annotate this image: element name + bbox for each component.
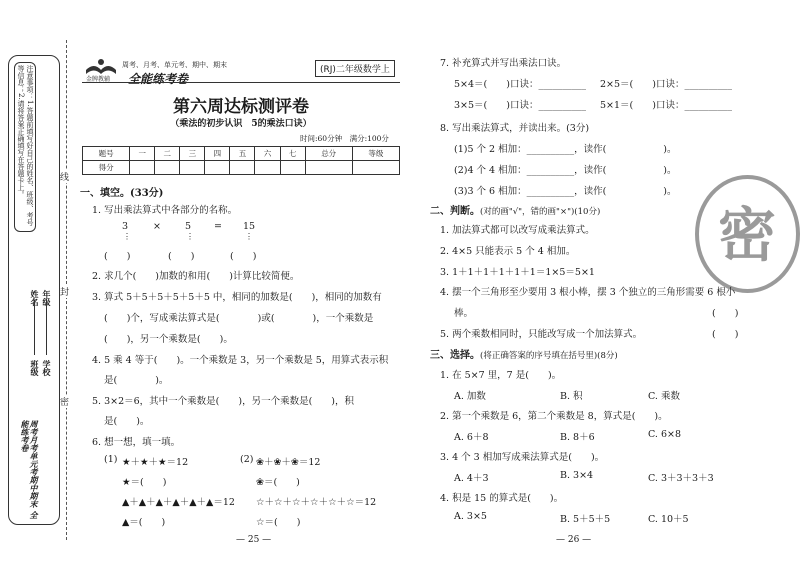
score-cell[interactable] [155, 161, 180, 175]
judge-answer-paren[interactable]: ( ) [712, 329, 739, 340]
score-cell[interactable] [230, 161, 255, 175]
q6-2-line: ❀＋❀＋❀＝12 [256, 457, 321, 468]
question-7: 7. 补充算式并写出乘法口诀。 [440, 58, 567, 69]
judge-answer-paren[interactable]: ( ) [712, 308, 739, 319]
score-row [83, 161, 400, 175]
score-header-cell: 六 [255, 147, 280, 161]
q6-1-line: ★＝( ) [122, 477, 167, 488]
choice-option[interactable]: C. 6×8 [648, 429, 682, 440]
question-5-line-1: 5. 3×2＝6，其中一个乘数是( )，另一个乘数是( )，积 [92, 396, 355, 407]
judge-4-line-2: 棒。 [454, 308, 474, 319]
choice-option[interactable]: C. 10＋5 [648, 514, 689, 525]
school-label: 学校 [42, 360, 52, 376]
section-3-label: 三、选择。 [430, 350, 480, 361]
sidebar-publisher: 周考月考单元考期中期末 全能练考卷 [20, 420, 39, 519]
question-3-line-2: ( )个，写成乘法算式是( )或( )，一个乘数是 [104, 313, 374, 324]
grade-badge: (RJ)二年级数学上 [315, 60, 395, 77]
choice-option[interactable]: C. 乘数 [648, 391, 680, 402]
q6-2-line: ☆＋☆＋☆＋☆＋☆＋☆＝12 [256, 497, 377, 508]
header-rule [82, 82, 400, 83]
choice-1: 1. 在 5×7 里，7 是( )。 [440, 370, 562, 381]
score-cell[interactable] [255, 161, 280, 175]
brand-line: 周考、月考、单元考、期中、期末 [122, 61, 227, 69]
section-2-title [430, 202, 600, 217]
series-name: 全能练考卷 [128, 72, 189, 86]
choice-option[interactable]: B. 积 [560, 391, 583, 402]
judge-3: 3. 1＋1＋1＋1＋1＋1＝1×5＝5×1 [440, 267, 595, 278]
class-line [34, 300, 35, 355]
fold-label-mi: 密 [60, 395, 69, 408]
q8-item: (3)3 个 6 相加：__________，读作( )。 [454, 186, 677, 197]
page-number-left: — 25 — [236, 535, 272, 545]
page-number-right: — 26 — [556, 535, 592, 545]
logo-text: 金牌教辅 [86, 76, 111, 83]
score-table [82, 146, 400, 175]
q1-blank[interactable]: ( ) [104, 251, 131, 262]
choice-2: 2. 第一个乘数是 6，第二个乘数是 8，算式是( )。 [440, 411, 668, 422]
score-header-cell: 四 [205, 147, 230, 161]
choice-option[interactable]: B. 5＋5＋5 [560, 514, 611, 525]
score-header-cell: 等级 [352, 147, 399, 161]
question-8: 8. 写出乘法算式，并读出来。(3分) [440, 123, 590, 134]
score-header-cell: 五 [230, 147, 255, 161]
fold-label-xian: 线 [60, 170, 69, 183]
question-1: 1. 写出乘法算式中各部分的名称。 [92, 205, 238, 216]
section-1-title: 一、填空。(33分) [80, 188, 164, 199]
q6-2-line: ☆＝( ) [256, 517, 301, 528]
exam-subtitle: （乘法的初步认识 5的乘法口诀） [170, 119, 312, 129]
score-cell[interactable] [180, 161, 205, 175]
q1-expr-term: 3 [122, 221, 129, 232]
name-label: 姓名 [30, 290, 40, 306]
score-header-cell: 题号 [83, 147, 130, 161]
choice-option[interactable]: A. 6＋8 [454, 432, 489, 443]
q1-dots: ⋮ [123, 232, 131, 241]
q6-1-label: (1) [104, 454, 118, 465]
q8-item: (2)4 个 4 相加：__________，读作( )。 [454, 165, 677, 176]
choice-3: 3. 4 个 3 相加写成乘法算式是( )。 [440, 452, 605, 463]
judge-1: 1. 加法算式都可以改写成乘法算式。 [440, 225, 595, 236]
score-header-cell: 二 [155, 147, 180, 161]
judge-2: 2. 4×5 只能表示 5 个 4 相加。 [440, 246, 576, 257]
score-cell[interactable] [130, 161, 155, 175]
q1-expr-term: 15 [243, 221, 256, 232]
score-header-cell: 七 [280, 147, 305, 161]
school-line [46, 300, 47, 355]
section-3-note: (将正确答案的序号填在括号里)(8分) [480, 351, 618, 361]
q1-expr-term: 5 [185, 221, 192, 232]
stamp-char: 密 [718, 201, 777, 269]
question-2: 2. 求几个( )加数的和用( )计算比较简便。 [92, 271, 300, 282]
score-cell[interactable] [305, 161, 352, 175]
q1-dots: ⋮ [186, 232, 194, 241]
q6-2-line: ❀＝( ) [256, 477, 300, 488]
score-header-cell: 三 [180, 147, 205, 161]
class-label: 班级 [30, 360, 40, 376]
time-info: 时间:60分钟 满分:100分 [300, 134, 389, 143]
question-3-line-1: 3. 算式 5＋5＋5＋5＋5＋5 中，相同的加数是( )，相同的加数有 [92, 292, 382, 303]
question-4-line-1: 4. 5 乘 4 等于( )。一个乘数是 3，另一个乘数是 5，用算式表示积 [92, 355, 389, 366]
score-cell[interactable] [352, 161, 399, 175]
sidebar-notice: 注意事项：1.答题前填写好自己的姓名、班级、考号等信息；2.请将答案正确填写在答题卡上。 [14, 62, 36, 232]
q7-item: 5×1＝( )口诀：__________ [600, 100, 732, 111]
choice-option[interactable]: A. 4＋3 [454, 473, 489, 484]
section-2-note: (对的画"√"，错的画"×")(10分) [480, 207, 601, 217]
q6-1-line: ★＋★＋★＝12 [122, 457, 189, 468]
q7-item: 5×4＝( )口诀：__________ [454, 79, 586, 90]
question-5-line-2: 是( )。 [104, 416, 150, 427]
choice-option[interactable]: B. 3×4 [560, 470, 594, 481]
score-header-cell: 一 [130, 147, 155, 161]
score-header-row [83, 147, 400, 161]
choice-option[interactable]: A. 3×5 [454, 511, 487, 522]
q7-item: 3×5＝( )口诀：__________ [454, 100, 586, 111]
choice-4: 4. 积是 15 的算式是( )。 [440, 493, 564, 504]
q8-item: (1)5 个 2 相加：__________，读作( )。 [454, 144, 677, 155]
q1-dots: ⋮ [245, 232, 253, 241]
score-header-cell: 总分 [305, 147, 352, 161]
score-row-label: 得分 [83, 161, 130, 175]
choice-option[interactable]: B. 8＋6 [560, 432, 595, 443]
fold-label-feng: 封 [60, 285, 69, 298]
q1-blank[interactable]: ( ) [230, 251, 257, 262]
choice-option[interactable]: C. 3＋3＋3＋3 [648, 473, 714, 484]
q1-blank[interactable]: ( ) [168, 251, 195, 262]
q1-expr-term: = [214, 221, 222, 232]
section-2-label: 二、判断。 [430, 206, 480, 217]
exam-title: 第六周达标测评卷 [173, 97, 309, 117]
score-cell[interactable] [280, 161, 305, 175]
score-cell[interactable] [205, 161, 230, 175]
question-3-line-3: ( )，另一个乘数是( )。 [104, 334, 233, 345]
q1-expr-term: × [153, 221, 161, 232]
q6-1-line: ▲＝( ) [122, 517, 166, 528]
question-4-line-2: 是( )。 [104, 375, 169, 386]
choice-option[interactable]: A. 加数 [454, 391, 486, 402]
q7-item: 2×5＝( )口诀：__________ [600, 79, 732, 90]
section-3-title [430, 346, 618, 361]
judge-4-line-1: 4. 摆一个三角形至少要用 3 根小棒，摆 3 个独立的三角形需要 6 根小 [440, 287, 736, 298]
q6-2-label: (2) [240, 454, 254, 465]
q6-1-line: ▲＋▲＋▲＋▲＋▲＋▲＝12 [122, 497, 235, 508]
judge-5: 5. 两个乘数相同时，只能改写成一个加法算式。 [440, 329, 643, 340]
question-6: 6. 想一想，填一填。 [92, 437, 181, 448]
grade-label: 年级 [42, 290, 52, 306]
